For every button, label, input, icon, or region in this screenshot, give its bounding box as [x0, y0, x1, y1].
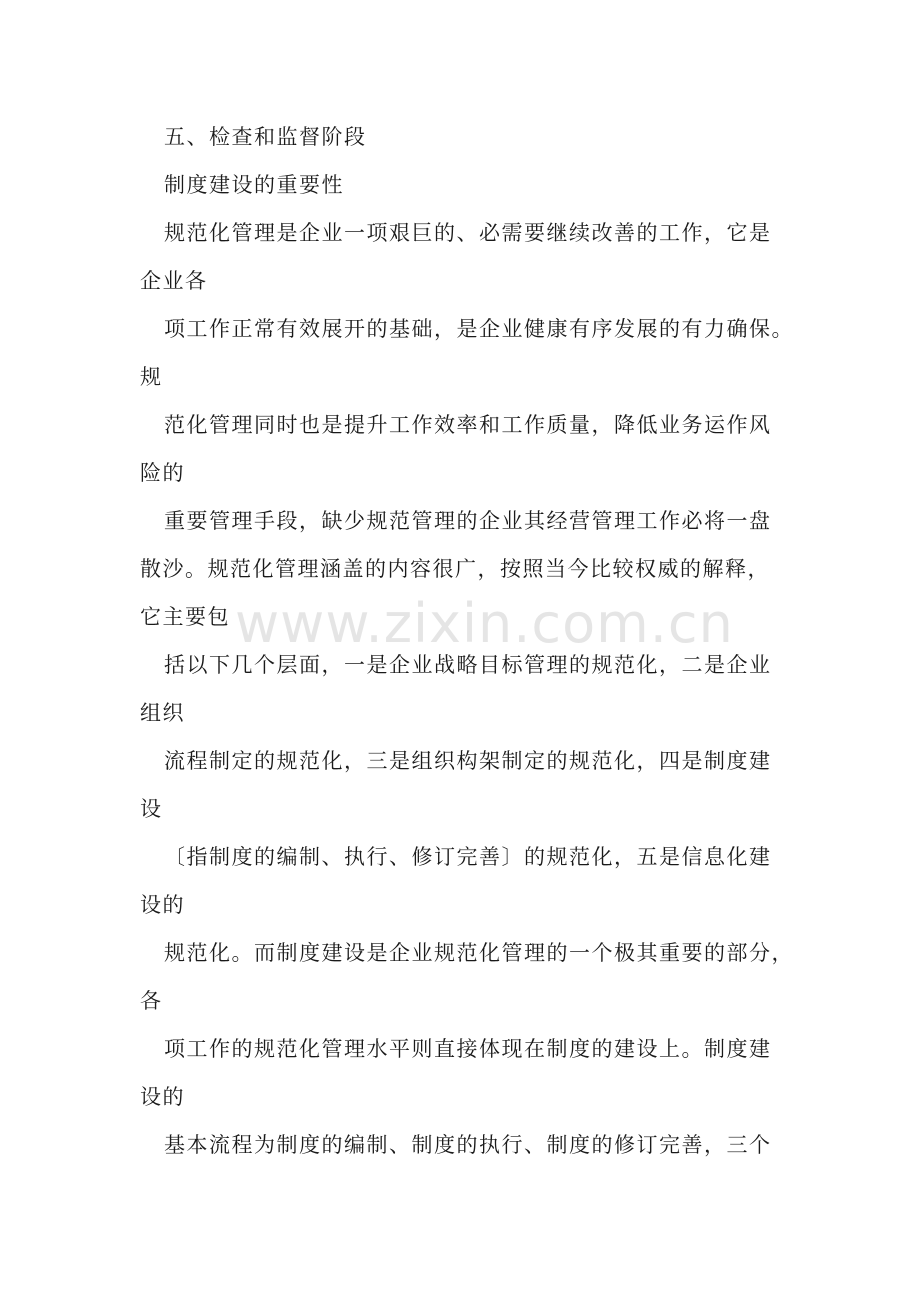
watermark: www.zixin.com.cn [235, 592, 734, 655]
body-line: 项工作正常有效展开的基础，是企业健康有序发展的有力确保。 [164, 317, 794, 341]
body-line: 规范化管理是企业一项艰巨的、必需要继续改善的工作，它是 [164, 221, 772, 245]
body-line: 企业各 [140, 269, 208, 293]
body-line: 险的 [140, 461, 185, 485]
body-line: 设的 [140, 893, 185, 917]
body-line: 设 [140, 797, 163, 821]
body-line: 它主要包 [140, 605, 230, 629]
body-line: 〔指制度的编制、执行、修订完善〕的规范化，五是信息化建 [164, 845, 772, 869]
body-line: 各 [140, 989, 163, 1013]
body-line: 重要管理手段，缺少规范管理的企业其经营管理工作必将一盘 [164, 509, 772, 533]
body-line: 基本流程为制度的编制、制度的执行、制度的修订完善，三个 [164, 1133, 772, 1157]
body-line: 组织 [140, 701, 185, 725]
section-heading: 五、检查和监督阶段 [164, 125, 367, 149]
body-line: 括以下几个层面，一是企业战略目标管理的规范化，二是企业 [164, 653, 772, 677]
body-line: 项工作的规范化管理水平则直接体现在制度的建设上。制度建 [164, 1037, 772, 1061]
body-line: 流程制定的规范化，三是组织构架制定的规范化，四是制度建 [164, 749, 772, 773]
body-line: 规范化。而制度建设是企业规范化管理的一个极其重要的部分， [164, 941, 794, 965]
body-line: 范化管理同时也是提升工作效率和工作质量，降低业务运作风 [164, 413, 772, 437]
body-line: 散沙。规范化管理涵盖的内容很广，按照当今比较权威的解释， [140, 557, 770, 581]
subsection-heading: 制度建设的重要性 [164, 173, 344, 197]
body-line: 规 [140, 365, 163, 389]
body-line: 设的 [140, 1085, 185, 1109]
